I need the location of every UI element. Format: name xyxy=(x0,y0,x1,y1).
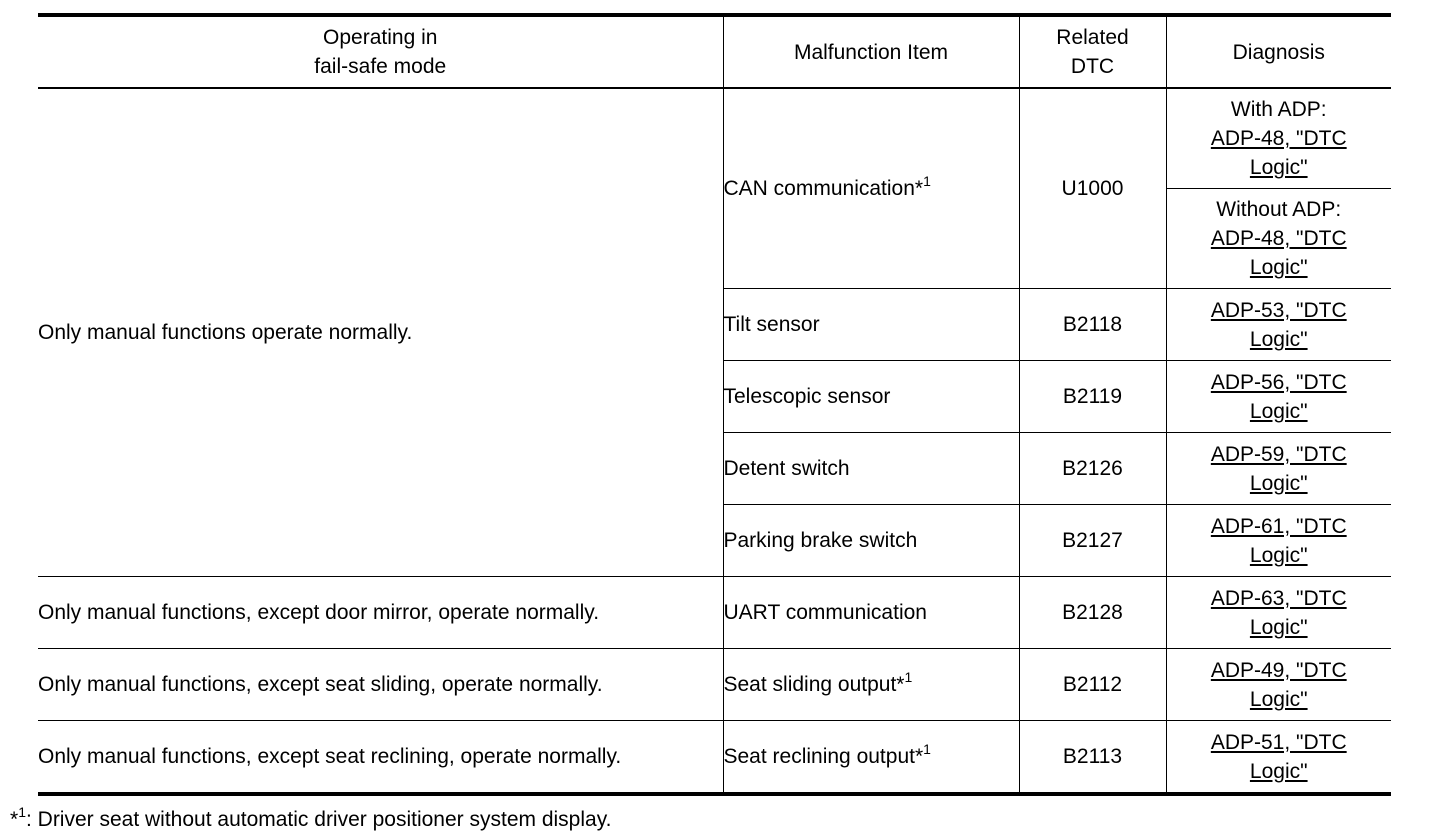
diag-link-detent-line1[interactable]: ADP-59, "DTC xyxy=(1210,442,1347,466)
item-seat-reclining-sup: 1 xyxy=(923,741,931,757)
diag-with-adp-label: With ADP: xyxy=(1230,98,1327,121)
diag-link-telescopic-line2[interactable]: Logic" xyxy=(1249,399,1308,423)
header-dtc xyxy=(1019,15,1166,88)
diag-cell-seat-reclining xyxy=(1166,721,1391,795)
item-cell-tilt: Tilt sensor xyxy=(723,289,1019,361)
item-cell-seat-reclining xyxy=(723,721,1019,795)
header-row xyxy=(38,15,1391,88)
diag-cell-telescopic xyxy=(1166,361,1391,433)
diag-link-seat-sliding-line1[interactable]: ADP-49, "DTC xyxy=(1210,658,1347,682)
item-can-sup: 1 xyxy=(923,173,931,189)
diag-link-can-without-line1[interactable]: ADP-48, "DTC xyxy=(1210,227,1347,250)
header-dtc-line1: Related xyxy=(1056,26,1129,49)
footnote-text: : Driver seat without automatic driver positioner system display. xyxy=(25,808,612,831)
header-mode xyxy=(38,15,723,88)
diag-link-can-with-line1[interactable]: ADP-48, "DTC xyxy=(1210,127,1347,150)
footnote-mark: * xyxy=(10,808,19,831)
diag-cell-detent xyxy=(1166,433,1391,505)
header-diagnosis: Diagnosis xyxy=(1166,15,1391,88)
diag-link-detent-line2[interactable]: Logic" xyxy=(1249,471,1308,495)
item-seat-reclining-label: Seat reclining output* xyxy=(723,745,924,768)
item-cell-parking-brake: Parking brake switch xyxy=(723,505,1019,577)
diag-link-telescopic-line1[interactable]: ADP-56, "DTC xyxy=(1210,370,1347,394)
dtc-cell-tilt: B2118 xyxy=(1019,289,1166,361)
item-can-label: CAN communication* xyxy=(723,177,924,200)
diag-link-seat-reclining-line1[interactable]: ADP-51, "DTC xyxy=(1210,730,1347,754)
diag-cell-uart xyxy=(1166,577,1391,649)
diag-cell-parking-brake xyxy=(1166,505,1391,577)
diag-cell-can-with xyxy=(1166,88,1391,189)
diag-link-tilt-line2[interactable]: Logic" xyxy=(1249,327,1308,351)
dtc-cell-seat-reclining: B2113 xyxy=(1019,721,1166,795)
diag-link-seat-reclining-line2[interactable]: Logic" xyxy=(1249,759,1308,783)
footnote xyxy=(10,805,611,834)
diag-link-uart-line2[interactable]: Logic" xyxy=(1249,615,1308,639)
mode-cell-seat-reclining: Only manual functions, except seat reclining, operate normally. xyxy=(38,721,723,795)
item-cell-telescopic: Telescopic sensor xyxy=(723,361,1019,433)
diag-link-seat-sliding-line2[interactable]: Logic" xyxy=(1249,687,1308,711)
mode-cell-door-mirror: Only manual functions, except door mirror, operate normally. xyxy=(38,577,723,649)
mode-cell-manual-only: Only manual functions operate normally. xyxy=(38,88,723,577)
diag-link-tilt-line1[interactable]: ADP-53, "DTC xyxy=(1210,298,1347,322)
footnote-sup: 1 xyxy=(18,804,26,820)
header-mode-line2: fail-safe mode xyxy=(314,55,447,78)
item-cell-seat-sliding xyxy=(723,649,1019,721)
item-cell-uart: UART communication xyxy=(723,577,1019,649)
fail-safe-table xyxy=(38,13,1391,796)
dtc-cell-can: U1000 xyxy=(1019,88,1166,289)
header-mode-line1: Operating in xyxy=(323,26,438,49)
diag-cell-seat-sliding xyxy=(1166,649,1391,721)
diag-link-parking-brake-line1[interactable]: ADP-61, "DTC xyxy=(1210,514,1347,538)
mode-cell-seat-sliding: Only manual functions, except seat sliding, operate normally. xyxy=(38,649,723,721)
diag-link-parking-brake-line2[interactable]: Logic" xyxy=(1249,543,1308,567)
dtc-cell-detent: B2126 xyxy=(1019,433,1166,505)
header-dtc-line2: DTC xyxy=(1070,55,1115,78)
table-row-uart xyxy=(38,577,1391,649)
diag-cell-can-without xyxy=(1166,189,1391,289)
table-row-seat-reclining xyxy=(38,721,1391,795)
item-cell-detent: Detent switch xyxy=(723,433,1019,505)
diag-cell-tilt xyxy=(1166,289,1391,361)
item-seat-sliding-label: Seat sliding output* xyxy=(723,673,905,696)
header-item: Malfunction Item xyxy=(723,15,1019,88)
item-seat-sliding-sup: 1 xyxy=(904,669,913,685)
diag-link-uart-line1[interactable]: ADP-63, "DTC xyxy=(1210,586,1347,610)
dtc-cell-seat-sliding: B2112 xyxy=(1019,649,1166,721)
table-row-can-with xyxy=(38,88,1391,189)
item-cell-can xyxy=(723,88,1019,289)
table-row-seat-sliding xyxy=(38,649,1391,721)
dtc-cell-parking-brake: B2127 xyxy=(1019,505,1166,577)
dtc-cell-telescopic: B2119 xyxy=(1019,361,1166,433)
dtc-cell-uart: B2128 xyxy=(1019,577,1166,649)
diag-link-can-with-line2[interactable]: Logic" xyxy=(1249,156,1308,179)
diag-link-can-without-line2[interactable]: Logic" xyxy=(1249,256,1308,279)
diag-without-adp-label: Without ADP: xyxy=(1216,198,1342,221)
